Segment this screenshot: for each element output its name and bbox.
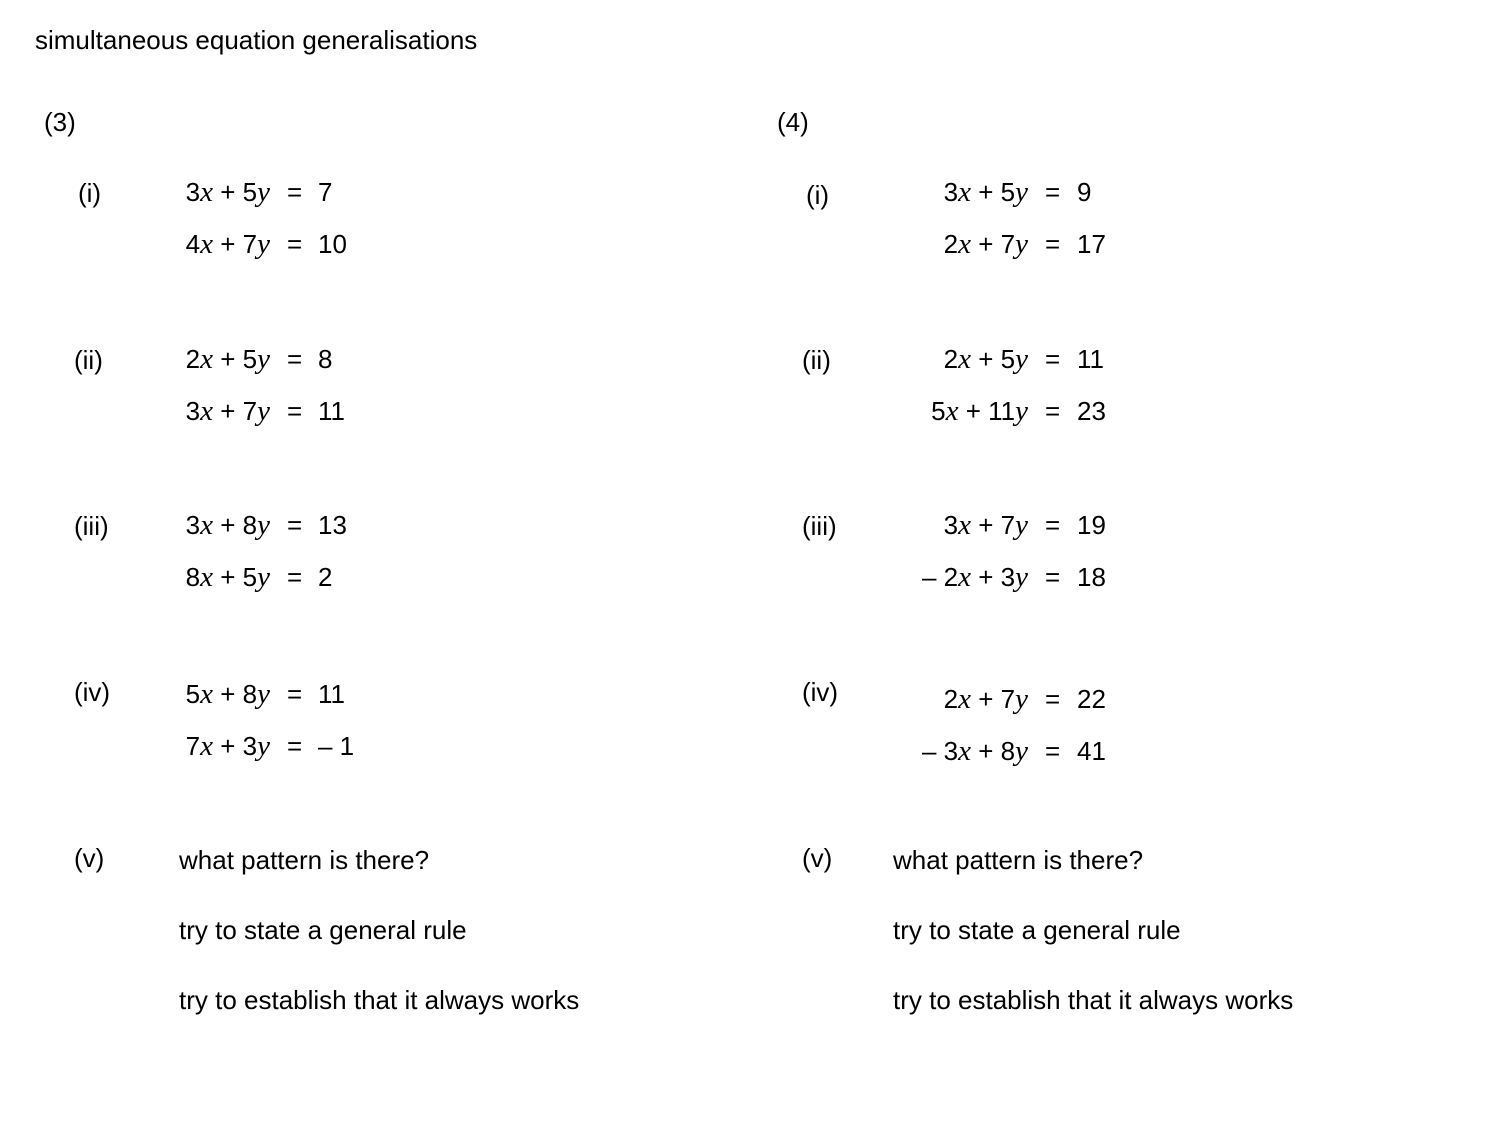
equals-sign: = (287, 229, 303, 259)
variable-y: y (1015, 509, 1028, 541)
operator: + (220, 510, 236, 540)
question-text: try to establish that it always works (179, 985, 580, 1015)
coefficient-y: 5 (242, 562, 258, 592)
equation-lhs (70, 510, 270, 540)
question-text: what pattern is there? (179, 845, 430, 875)
coefficient-x: 5 (931, 396, 946, 426)
question-text: try to establish that it always works (893, 985, 1294, 1015)
coefficient-x: 3 (943, 736, 959, 766)
equation-lhs (828, 229, 1028, 259)
variable-x: x (200, 730, 213, 762)
variable-y: y (257, 509, 270, 541)
part-label: (v) (802, 843, 833, 873)
equals-sign: = (287, 562, 303, 592)
variable-x: x (958, 343, 971, 375)
space (235, 229, 242, 259)
coefficient-x: 2 (943, 684, 959, 714)
part-label: (ii) (802, 345, 831, 375)
equation-lhs (70, 679, 270, 709)
coefficient-x: 8 (185, 562, 201, 592)
operator: + (978, 229, 994, 259)
equation-lhs (70, 562, 270, 592)
equals-sign: = (1045, 229, 1061, 259)
equation-rhs: 7 (318, 177, 333, 207)
space (993, 510, 1000, 540)
equation-rhs: 11 (318, 396, 345, 426)
operator: + (220, 177, 236, 207)
coefficient-y: 8 (1000, 736, 1016, 766)
variable-y: y (1015, 176, 1028, 208)
variable-x: x (958, 683, 971, 715)
equation-lhs (70, 731, 270, 761)
equals-sign: = (287, 396, 303, 426)
equation-lhs (828, 177, 1028, 207)
operator: + (978, 177, 994, 207)
part-label: (ii) (74, 345, 103, 375)
coefficient-x: 3 (943, 510, 959, 540)
equation-lhs (70, 396, 270, 426)
space (993, 344, 1000, 374)
question-text: try to state a general rule (179, 915, 467, 945)
variable-x: x (200, 228, 213, 260)
coefficient-y: 8 (242, 679, 258, 709)
space (235, 679, 242, 709)
coefficient-y: 7 (242, 229, 258, 259)
coefficient-x: 2 (943, 344, 959, 374)
operator: + (220, 344, 236, 374)
question-text: what pattern is there? (893, 845, 1144, 875)
equals-sign: = (287, 344, 303, 374)
variable-x: x (200, 395, 213, 427)
coefficient-y: 5 (242, 177, 258, 207)
operator: + (978, 562, 994, 592)
variable-y: y (1015, 395, 1028, 427)
equation-rhs: – 1 (318, 731, 355, 761)
coefficient-x: 2 (943, 562, 959, 592)
coefficient-y: 8 (242, 510, 258, 540)
space (235, 344, 242, 374)
coefficient-y: 7 (1000, 510, 1016, 540)
coefficient-y: 7 (242, 396, 258, 426)
variable-x: x (200, 176, 213, 208)
equals-sign: = (1045, 177, 1061, 207)
equals-sign: = (1045, 736, 1061, 766)
equation-rhs: 23 (1077, 396, 1106, 426)
coefficient-x: 5 (185, 679, 201, 709)
variable-y: y (257, 730, 270, 762)
coefficient-y: 3 (242, 731, 258, 761)
variable-x: x (958, 561, 971, 593)
equals-sign: = (287, 679, 303, 709)
space (235, 396, 242, 426)
space (993, 229, 1000, 259)
part-label: (v) (74, 843, 105, 873)
part-label: (iv) (74, 677, 111, 707)
operator: + (220, 731, 236, 761)
coefficient-x: 3 (185, 396, 201, 426)
operator: + (220, 229, 236, 259)
equation-rhs: 19 (1077, 510, 1106, 540)
variable-x: x (945, 395, 959, 427)
equals-sign: = (287, 510, 303, 540)
variable-y: y (257, 678, 270, 710)
equals-sign: = (1045, 562, 1061, 592)
operator: + (978, 510, 994, 540)
coefficient-x: 3 (185, 510, 201, 540)
equation-rhs: 8 (318, 344, 333, 374)
coefficient-y: 5 (1000, 177, 1016, 207)
equals-sign: = (1045, 396, 1061, 426)
sign: – (921, 736, 944, 766)
equation-rhs: 10 (318, 229, 347, 259)
coefficient-x: 4 (185, 229, 201, 259)
equation-rhs: 18 (1077, 562, 1106, 592)
equation-lhs (828, 684, 1028, 714)
coefficient-x: 3 (943, 177, 959, 207)
variable-y: y (1015, 343, 1028, 375)
part-label: (i) (78, 178, 102, 208)
equals-sign: = (1045, 344, 1061, 374)
variable-x: x (200, 509, 213, 541)
coefficient-y: 11 (988, 396, 1016, 426)
equation-lhs (70, 177, 270, 207)
part-label: (i) (806, 180, 830, 210)
coefficient-y: 7 (1000, 229, 1016, 259)
coefficient-y: 5 (1000, 344, 1016, 374)
variable-y: y (257, 343, 270, 375)
space (993, 562, 1000, 592)
page-title: simultaneous equation generalisations (35, 25, 478, 55)
equation-lhs (828, 344, 1028, 374)
equation-lhs (828, 736, 1028, 766)
section-label: (4) (777, 107, 809, 137)
space (993, 177, 1000, 207)
operator: + (220, 396, 236, 426)
equation-rhs: 41 (1077, 736, 1106, 766)
operator: + (220, 562, 236, 592)
equation-lhs (828, 396, 1028, 426)
equation-lhs (70, 229, 270, 259)
equals-sign: = (1045, 684, 1061, 714)
variable-y: y (257, 176, 270, 208)
operator: + (978, 736, 994, 766)
variable-y: y (1015, 683, 1028, 715)
equals-sign: = (287, 731, 303, 761)
coefficient-y: 3 (1000, 562, 1016, 592)
variable-y: y (1015, 561, 1028, 593)
operator: + (220, 679, 236, 709)
part-label: (iii) (802, 511, 837, 541)
coefficient-x: 7 (185, 731, 201, 761)
space (235, 731, 242, 761)
variable-x: x (200, 343, 213, 375)
coefficient-x: 3 (185, 177, 201, 207)
equation-rhs: 9 (1077, 177, 1092, 207)
equation-rhs: 17 (1077, 229, 1106, 259)
variable-y: y (257, 561, 270, 593)
coefficient-x: 2 (943, 229, 959, 259)
part-label: (iii) (74, 511, 109, 541)
variable-x: x (958, 176, 971, 208)
coefficient-x: 2 (185, 344, 201, 374)
space (235, 177, 242, 207)
variable-x: x (200, 561, 213, 593)
space (993, 736, 1000, 766)
operator: + (965, 396, 981, 426)
operator: + (978, 684, 994, 714)
coefficient-y: 5 (242, 344, 258, 374)
space (993, 684, 1000, 714)
variable-y: y (257, 228, 270, 260)
equation-lhs (828, 562, 1028, 592)
equals-sign: = (287, 177, 303, 207)
equation-rhs: 11 (318, 679, 345, 709)
section-label: (3) (44, 107, 76, 137)
variable-y: y (257, 395, 270, 427)
variable-x: x (958, 509, 971, 541)
equation-lhs (828, 510, 1028, 540)
variable-y: y (1015, 735, 1028, 767)
variable-x: x (958, 228, 971, 260)
variable-x: x (958, 735, 971, 767)
space (958, 396, 965, 426)
equation-rhs: 22 (1077, 684, 1106, 714)
space (235, 562, 242, 592)
equals-sign: = (1045, 510, 1061, 540)
question-text: try to state a general rule (893, 915, 1181, 945)
variable-x: x (200, 678, 213, 710)
equation-lhs (70, 344, 270, 374)
space (235, 510, 242, 540)
equation-rhs: 2 (318, 562, 333, 592)
operator: + (978, 344, 994, 374)
coefficient-y: 7 (1000, 684, 1016, 714)
equation-rhs: 11 (1077, 344, 1104, 374)
part-label: (iv) (802, 677, 839, 707)
equation-rhs: 13 (318, 510, 347, 540)
sign: – (921, 562, 944, 592)
variable-y: y (1015, 228, 1028, 260)
